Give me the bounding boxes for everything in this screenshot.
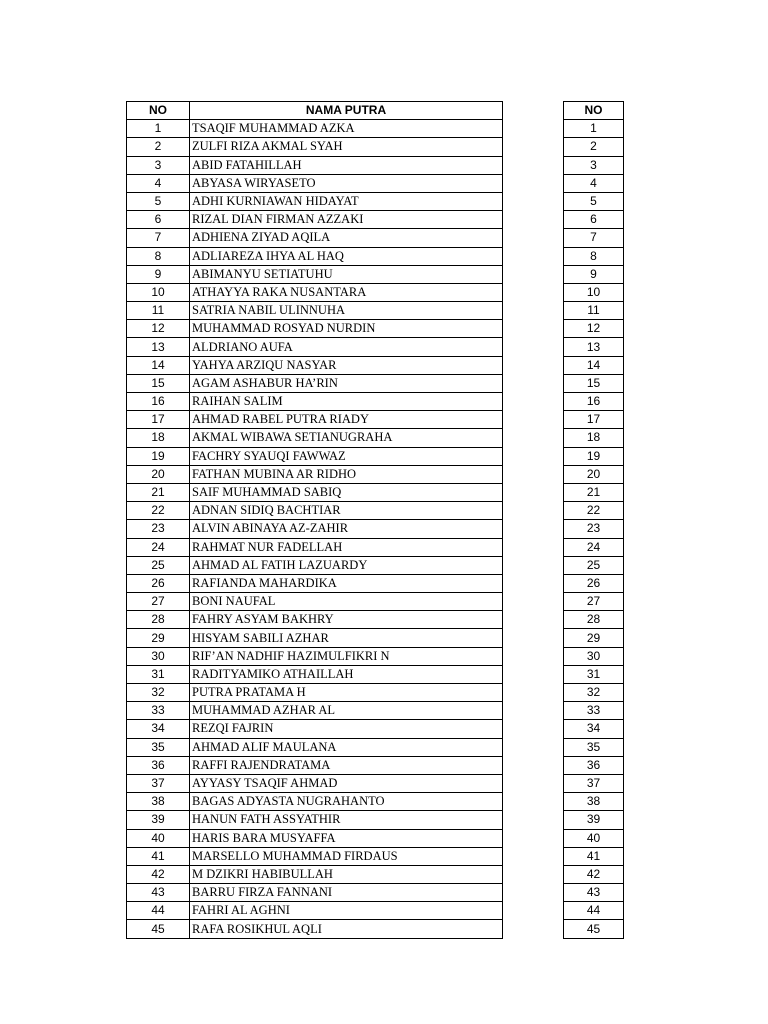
row-number: 33 [127,702,190,720]
row-number: 41 [564,847,624,865]
table-row [564,265,624,283]
row-number: 34 [127,720,190,738]
row-number: 10 [127,283,190,301]
row-number: 12 [127,320,190,338]
row-number: 38 [564,793,624,811]
row-number: 27 [564,593,624,611]
row-number: 30 [564,647,624,665]
row-number: 3 [564,156,624,174]
table-row [564,429,624,447]
student-name: ABYASA WIRYASETO [190,174,503,192]
row-number: 29 [564,629,624,647]
row-number: 3 [127,156,190,174]
row-number: 37 [564,774,624,792]
table-row [564,684,624,702]
row-number: 18 [127,429,190,447]
student-name: ZULFI RIZA AKMAL SYAH [190,138,503,156]
table-row [564,593,624,611]
row-number: 32 [564,684,624,702]
table-row [127,593,503,611]
table-row [564,174,624,192]
table-row [564,611,624,629]
row-number: 33 [564,702,624,720]
row-number: 30 [127,647,190,665]
row-number: 45 [127,920,190,938]
table-row [127,702,503,720]
student-name: FAHRI AL AGHNI [190,902,503,920]
table-row [127,756,503,774]
table-row [127,211,503,229]
row-number: 43 [564,884,624,902]
student-name: FAHRY ASYAM BAKHRY [190,611,503,629]
table-row [564,774,624,792]
table-row [564,393,624,411]
table-row [564,483,624,501]
table-row [564,556,624,574]
row-number: 27 [127,593,190,611]
row-number: 15 [564,374,624,392]
table-row [127,629,503,647]
row-number: 17 [127,411,190,429]
row-number: 38 [127,793,190,811]
table-row [127,174,503,192]
row-number: 15 [127,374,190,392]
table-row [564,447,624,465]
table-row [564,520,624,538]
table-row [127,920,503,938]
row-number: 44 [564,902,624,920]
student-name: RADITYAMIKO ATHAILLAH [190,665,503,683]
table-row [127,793,503,811]
row-number: 14 [127,356,190,374]
student-name: AHMAD AL FATIH LAZUARDY [190,556,503,574]
row-number: 43 [127,884,190,902]
row-number: 40 [564,829,624,847]
row-number: 4 [564,174,624,192]
table-row [564,629,624,647]
table-row [564,374,624,392]
student-name: TSAQIF MUHAMMAD AZKA [190,120,503,138]
student-name: RAIHAN SALIM [190,393,503,411]
student-name: PUTRA PRATAMA H [190,684,503,702]
row-number: 42 [564,865,624,883]
table-row [564,211,624,229]
table-body [127,120,503,938]
row-number: 42 [127,865,190,883]
table-row [127,738,503,756]
student-name: HISYAM SABILI AZHAR [190,629,503,647]
row-number: 28 [127,611,190,629]
table-row [564,465,624,483]
table-row [127,647,503,665]
student-name: HANUN FATH ASSYATHIR [190,811,503,829]
table-row [564,411,624,429]
student-name: ADHI KURNIAWAN HIDAYAT [190,192,503,210]
row-number: 24 [564,538,624,556]
row-number: 39 [127,811,190,829]
student-name: BONI NAUFAL [190,593,503,611]
row-number: 26 [564,574,624,592]
table-row [127,811,503,829]
row-number: 5 [564,192,624,210]
row-number: 26 [127,574,190,592]
row-number: 6 [564,211,624,229]
table-row [127,429,503,447]
row-number: 5 [127,192,190,210]
row-number: 25 [127,556,190,574]
table-row [564,756,624,774]
row-number: 19 [127,447,190,465]
row-number: 22 [127,502,190,520]
row-number: 40 [127,829,190,847]
student-name: RIF’AN NADHIF HAZIMULFIKRI N [190,647,503,665]
student-name: ABID FATAHILLAH [190,156,503,174]
row-number: 28 [564,611,624,629]
table-row [127,374,503,392]
table-row [127,229,503,247]
row-number: 11 [127,302,190,320]
student-name: FACHRY SYAUQI FAWWAZ [190,447,503,465]
row-number: 41 [127,847,190,865]
table-row [127,847,503,865]
table-row [127,320,503,338]
table-body [564,120,624,938]
column-header-name: NAMA PUTRA [190,102,503,120]
table-row [564,865,624,883]
row-number: 35 [564,738,624,756]
table-row [127,865,503,883]
student-name: ATHAYYA RAKA NUSANTARA [190,283,503,301]
student-name: BARRU FIRZA FANNANI [190,884,503,902]
student-name: YAHYA ARZIQU NASYAR [190,356,503,374]
row-number: 35 [127,738,190,756]
student-name: M DZIKRI HABIBULLAH [190,865,503,883]
student-name: FATHAN MUBINA AR RIDHO [190,465,503,483]
row-number: 7 [127,229,190,247]
row-number: 31 [564,665,624,683]
table-row [127,502,503,520]
table-row [564,229,624,247]
table-row [564,283,624,301]
row-number: 20 [564,465,624,483]
student-name: ABIMANYU SETIATUHU [190,265,503,283]
table-row [127,483,503,501]
table-row [127,520,503,538]
table-row [564,320,624,338]
table-row [564,574,624,592]
table-row [564,192,624,210]
row-number: 29 [127,629,190,647]
table-row [127,720,503,738]
student-name: MUHAMMAD AZHAR AL [190,702,503,720]
student-name: MUHAMMAD ROSYAD NURDIN [190,320,503,338]
table-row [564,247,624,265]
header-row [127,102,503,120]
student-name: ADNAN SIDIQ BACHTIAR [190,502,503,520]
table-row [564,665,624,683]
student-name: RAFIANDA MAHARDIKA [190,574,503,592]
student-name: AHMAD ALIF MAULANA [190,738,503,756]
table-row [564,502,624,520]
row-number: 14 [564,356,624,374]
row-number: 17 [564,411,624,429]
table-row [564,720,624,738]
row-number: 25 [564,556,624,574]
row-number: 34 [564,720,624,738]
row-number: 21 [127,483,190,501]
student-name: AHMAD RABEL PUTRA RIADY [190,411,503,429]
table-row [127,393,503,411]
table-row [564,738,624,756]
student-name: ADLIAREZA IHYA AL HAQ [190,247,503,265]
student-name: AYYASY TSAQIF AHMAD [190,774,503,792]
table-row [127,283,503,301]
student-name: ALDRIANO AUFA [190,338,503,356]
table-row [564,793,624,811]
row-number: 12 [564,320,624,338]
row-number: 11 [564,302,624,320]
row-number: 23 [564,520,624,538]
row-number: 16 [564,393,624,411]
row-number: 18 [564,429,624,447]
table-row [127,356,503,374]
table-row [127,338,503,356]
table-row [127,684,503,702]
student-name: AGAM ASHABUR HA’RIN [190,374,503,392]
row-number: 32 [127,684,190,702]
table-row [127,902,503,920]
row-number: 22 [564,502,624,520]
table-row [127,611,503,629]
student-name: MARSELLO MUHAMMAD FIRDAUS [190,847,503,865]
column-header-no: NO [564,102,624,120]
table-row [564,156,624,174]
row-number: 21 [564,483,624,501]
table-row [564,920,624,938]
student-name: SATRIA NABIL ULINNUHA [190,302,503,320]
table-row [127,120,503,138]
row-number: 24 [127,538,190,556]
table-row [127,538,503,556]
table-row [127,829,503,847]
row-number: 9 [127,265,190,283]
student-name: RAFFI RAJENDRATAMA [190,756,503,774]
table-row [127,247,503,265]
row-number: 36 [564,756,624,774]
table-row [127,465,503,483]
row-number: 37 [127,774,190,792]
row-number: 6 [127,211,190,229]
table-row [127,447,503,465]
table-row [127,774,503,792]
table-row [564,538,624,556]
table-row [564,702,624,720]
row-number: 9 [564,265,624,283]
table-row [127,574,503,592]
table-row [127,411,503,429]
student-name: REZQI FAJRIN [190,720,503,738]
student-name: BAGAS ADYASTA NUGRAHANTO [190,793,503,811]
table-row [127,302,503,320]
row-number: 16 [127,393,190,411]
row-number: 39 [564,811,624,829]
table-row [564,829,624,847]
row-number: 36 [127,756,190,774]
table-row [564,902,624,920]
row-number: 10 [564,283,624,301]
table-row [127,138,503,156]
student-name: RIZAL DIAN FIRMAN AZZAKI [190,211,503,229]
table-row [564,647,624,665]
row-number: 13 [564,338,624,356]
row-number: 1 [564,120,624,138]
table-row [564,302,624,320]
student-name: SAIF MUHAMMAD SABIQ [190,483,503,501]
row-number: 1 [127,120,190,138]
table-row [127,665,503,683]
row-number: 19 [564,447,624,465]
table-row [564,138,624,156]
row-number: 4 [127,174,190,192]
number-column-table [563,101,624,939]
row-number: 20 [127,465,190,483]
table-row [564,847,624,865]
table-row [127,556,503,574]
table-row [564,338,624,356]
row-number: 2 [564,138,624,156]
student-name: ADHIENA ZIYAD AQILA [190,229,503,247]
row-number: 23 [127,520,190,538]
table-row [564,120,624,138]
row-number: 31 [127,665,190,683]
student-names-table [126,101,503,939]
table-row [127,192,503,210]
row-number: 8 [564,247,624,265]
header-row [564,102,624,120]
student-name: AKMAL WIBAWA SETIANUGRAHA [190,429,503,447]
row-number: 2 [127,138,190,156]
table-row [127,265,503,283]
table-row [564,884,624,902]
row-number: 8 [127,247,190,265]
row-number: 44 [127,902,190,920]
row-number: 13 [127,338,190,356]
student-name: HARIS BARA MUSYAFFA [190,829,503,847]
student-name: ALVIN ABINAYA AZ-ZAHIR [190,520,503,538]
column-header-no: NO [127,102,190,120]
table-row [564,811,624,829]
table-row [127,884,503,902]
row-number: 7 [564,229,624,247]
student-name: RAFA ROSIKHUL AQLI [190,920,503,938]
row-number: 45 [564,920,624,938]
student-name: RAHMAT NUR FADELLAH [190,538,503,556]
table-row [127,156,503,174]
table-row [564,356,624,374]
